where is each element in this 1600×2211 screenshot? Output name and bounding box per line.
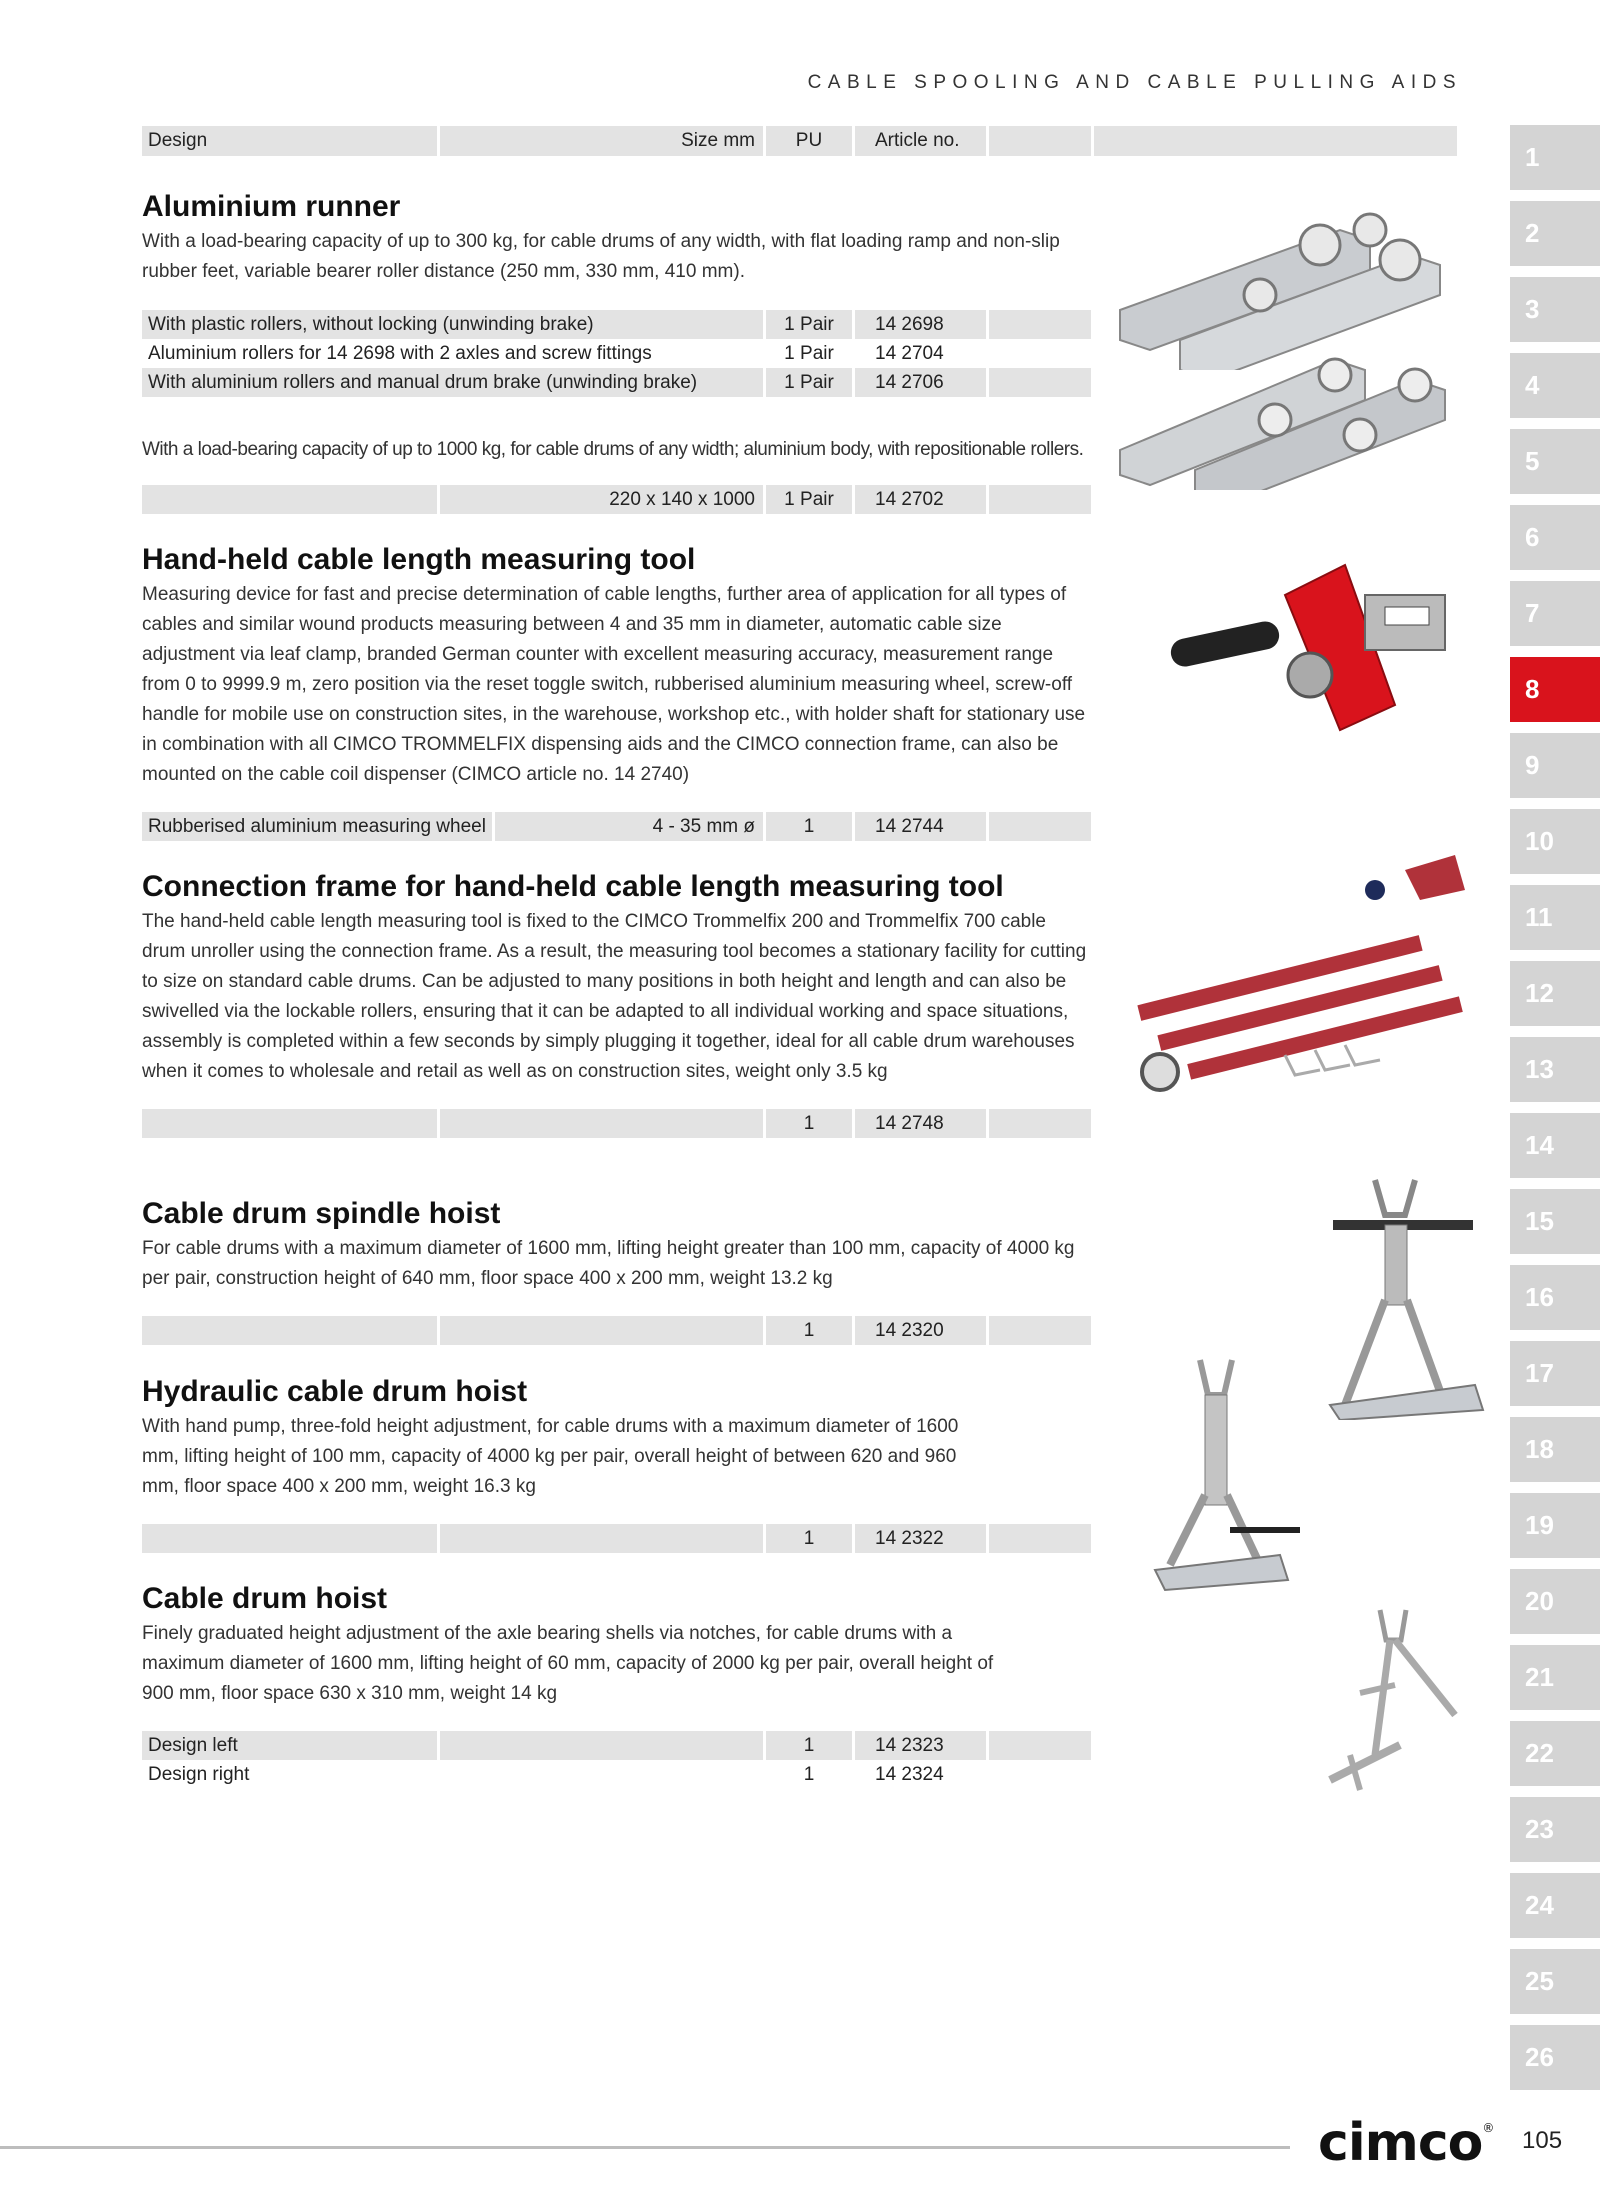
size-cell [440,1109,763,1138]
chapter-tab-24[interactable]: 24 [1510,1873,1600,1938]
table-row [142,1316,1094,1345]
section-header-title: CABLE SPOOLING AND CABLE PULLING AIDS [807,72,1462,93]
size-cell: 4 - 35 mm ø [495,812,763,841]
chapter-tab-23[interactable]: 23 [1510,1797,1600,1862]
chapter-tab-7[interactable]: 7 [1510,581,1600,646]
pu-cell: 1 [766,1731,852,1760]
table-row [142,812,1094,841]
section-title-cable-drum-hoist: Cable drum hoist [142,1582,388,1615]
section-description: Finely graduated height adjustment of the axle bearing shells via notches, for cable drums with a maximum diameter of 1600 mm, lifting height of 60 mm, capacity of 2000 kg per pair, overall height of 900 mm, floor space 630 x 310 mm, weight 14 kg [142,1623,994,1704]
empty-cell [989,1731,1091,1760]
table-row [142,1109,1094,1138]
article-cell: 14 2704 [875,343,944,364]
spindle-hoist-image [1325,1170,1485,1420]
col-design-header: Design [142,126,437,156]
table-row [142,368,1094,397]
section-sub-description: With a load-bearing capacity of up to 1000 kg, for cable drums of any width; aluminium body, with repositionable rollers. [142,439,1084,460]
chapter-tab-26[interactable]: 26 [1510,2025,1600,2090]
cimco-logo [1318,2113,1493,2173]
chapter-tab-16[interactable]: 16 [1510,1265,1600,1330]
design-cell: Design left [142,1731,437,1760]
article-cell: 14 2320 [855,1316,986,1345]
chapter-tab-21[interactable]: 21 [1510,1645,1600,1710]
chapter-tab-19[interactable]: 19 [1510,1493,1600,1558]
article-cell: 14 2324 [875,1764,944,1785]
empty-cell [989,339,1091,368]
section-title-aluminium-runner: Aluminium runner [142,190,401,223]
section-description: For cable drums with a maximum diameter of 1600 mm, lifting height greater than 100 mm, capacity of 4000 kg per pair, construction height of 640 mm, floor space 400 x 200 mm, weight 13.2 kg [142,1238,1075,1289]
chapter-tab-2[interactable]: 2 [1510,201,1600,266]
section-title-hydraulic-hoist: Hydraulic cable drum hoist [142,1375,528,1408]
section-description: With hand pump, three-fold height adjustment, for cable drums with a maximum diameter of 1600 mm, lifting height of 100 mm, capacity of 4000 kg per pair, overall height of between 620 and 960 mm, floor space 400 x 200 mm, weight 16.3 kg [142,1416,959,1497]
design-cell: Aluminium rollers for 14 2698 with 2 axles and screw fittings [148,343,652,364]
section-title-measuring-tool: Hand-held cable length measuring tool [142,543,696,576]
empty-cell [989,1316,1091,1345]
table-row [142,1760,1094,1789]
article-cell: 14 2748 [855,1109,986,1138]
chapter-tab-13[interactable]: 13 [1510,1037,1600,1102]
design-cell: Rubberised aluminium measuring wheel [142,812,492,841]
size-cell: 220 x 140 x 1000 [440,485,763,514]
table-row [142,1524,1094,1553]
chapter-tab-1[interactable]: 1 [1510,125,1600,190]
empty-cell [989,812,1091,841]
design-cell: With plastic rollers, without locking (unwinding brake) [142,310,763,339]
design-cell [142,1524,437,1553]
aluminium-runner-heavy-image [1115,340,1495,490]
chapter-tab-10[interactable]: 10 [1510,809,1600,874]
chapter-tab-15[interactable]: 15 [1510,1189,1600,1254]
connection-frame-image [1125,850,1475,1100]
section-title-connection-frame: Connection frame for hand-held cable length measuring tool [142,870,1004,903]
empty-cell [989,1109,1091,1138]
col-size-header: Size mm [440,126,763,156]
logo-text: cimco [1318,2113,1483,2173]
pu-cell: 1 Pair [766,310,852,339]
table-row [142,310,1094,339]
empty-cell [989,1760,1091,1789]
design-cell [142,1316,437,1345]
chapter-tab-8[interactable]: 8 [1510,657,1600,722]
section-description: Measuring device for fast and precise determination of cable lengths, further area of application for all types of cables and similar wound products measuring between 4 and 35 mm in diameter, automatic cable size adjustment via leaf clamp, branded German counter with excellent measuring accuracy, measurement range from 0 to 9999.9 m, zero position via the reset toggle switch, rubberised aluminium measuring wheel, screw-off handle for mobile use on construction sites, in the warehouse, workshop etc., with holder shaft for stationary use in combination with all CIMCO TROMMELFIX dispensing aids and the CIMCO connection frame, can also be mounted on the cable coil dispenser (CIMCO article no. 14 2740) [142,584,1086,785]
chapter-tab-4[interactable]: 4 [1510,353,1600,418]
article-cell: 14 2744 [855,812,986,841]
empty-cell [989,1524,1091,1553]
hydraulic-hoist-image [1150,1355,1310,1595]
pu-cell: 1 Pair [766,368,852,397]
article-cell: 14 2323 [855,1731,986,1760]
article-cell: 14 2322 [855,1524,986,1553]
col-pu-header: PU [766,126,852,156]
design-cell [142,485,437,514]
col-empty-header-wide [1094,126,1457,156]
pu-cell: 1 [766,1109,852,1138]
size-cell [440,1524,763,1553]
table-row [142,339,1094,368]
chapter-tab-17[interactable]: 17 [1510,1341,1600,1406]
chapter-tab-25[interactable]: 25 [1510,1949,1600,2014]
size-cell [440,1731,763,1760]
size-cell [440,1760,763,1789]
chapter-tab-12[interactable]: 12 [1510,961,1600,1026]
chapter-tab-3[interactable]: 3 [1510,277,1600,342]
table-header [142,126,1460,156]
pu-cell: 1 Pair [784,343,834,364]
table-row [142,485,1094,514]
pu-cell: 1 [766,1524,852,1553]
footer-divider [0,2146,1290,2149]
design-cell [142,1109,437,1138]
col-empty-header [989,126,1091,156]
empty-cell [989,310,1091,339]
chapter-tab-14[interactable]: 14 [1510,1113,1600,1178]
pu-cell: 1 [803,1764,815,1785]
cable-drum-hoist-image [1320,1605,1480,1805]
pu-cell: 1 [766,1316,852,1345]
chapter-tab-9[interactable]: 9 [1510,733,1600,798]
design-cell: With aluminium rollers and manual drum brake (unwinding brake) [142,368,763,397]
chapter-tab-22[interactable]: 22 [1510,1721,1600,1786]
pu-cell: 1 Pair [766,485,852,514]
table-row [142,1731,1094,1760]
measuring-tool-image [1165,555,1485,735]
article-cell: 14 2698 [855,310,986,339]
section-description: The hand-held cable length measuring tool is fixed to the CIMCO Trommelfix 200 and Trommelfix 700 cable drum unroller using the connection frame. As a result, the measuring tool becomes a stationary facility for cutting to size on standard cable drums. Can be adjusted to many positions in both height and length and can also be swivelled via the lockable rollers, ensuring that it can be adapted to all individual working and space situations, assembly is completed within a few seconds by simply plugging it together, ideal for all cable drum warehouses when it comes to wholesale and retail as well as on construction sites, weight only 3.5 kg [142,911,1087,1082]
article-cell: 14 2706 [855,368,986,397]
chapter-tab-6[interactable]: 6 [1510,505,1600,570]
size-cell [440,1316,763,1345]
article-cell: 14 2702 [855,485,986,514]
chapter-tab-20[interactable]: 20 [1510,1569,1600,1634]
page-number: 105 [1522,2127,1563,2154]
chapter-tab-18[interactable]: 18 [1510,1417,1600,1482]
empty-cell [989,485,1091,514]
registered-mark: ® [1482,2121,1494,2135]
pu-cell: 1 [766,812,852,841]
empty-cell [989,368,1091,397]
section-title-spindle-hoist: Cable drum spindle hoist [142,1197,501,1230]
col-article-header: Article no. [855,126,986,156]
design-cell: Design right [148,1764,250,1785]
chapter-tab-5[interactable]: 5 [1510,429,1600,494]
section-description: With a load-bearing capacity of up to 300 kg, for cable drums of any width, with flat loading ramp and non-slip rubber feet, variable bearer roller distance (250 mm, 330 mm, 410 mm). [142,231,1060,282]
chapter-tab-11[interactable]: 11 [1510,885,1600,950]
